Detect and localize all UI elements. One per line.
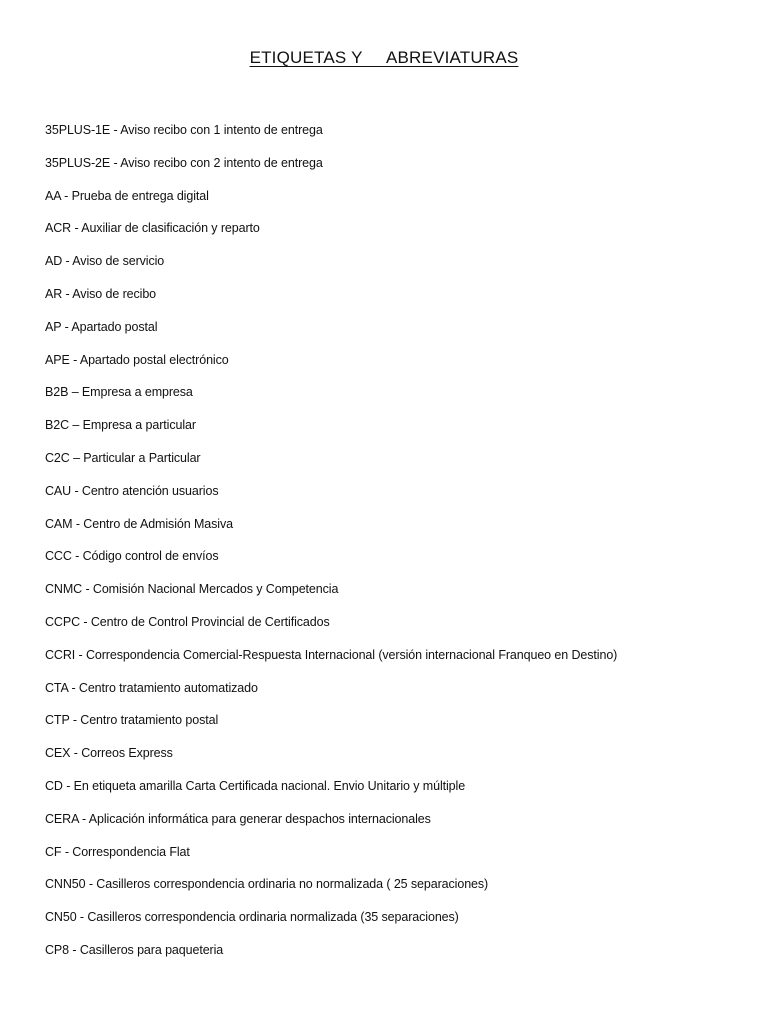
list-item: ACR - Auxiliar de clasificación y reparto [45, 221, 260, 236]
list-item: CD - En etiqueta amarilla Carta Certificada nacional. Envio Unitario y múltiple [45, 778, 466, 793]
list-item: CAU - Centro atención usuarios [45, 483, 219, 498]
list-item: CP8 - Casilleros para paqueteria [45, 942, 224, 957]
page-title: ETIQUETAS Y ABREVIATURAS [249, 48, 519, 67]
list-item: C2C – Particular a Particular [45, 450, 201, 465]
list-item: CAM - Centro de Admisión Masiva [45, 516, 233, 531]
list-item: AD - Aviso de servicio [45, 254, 165, 269]
list-item: CNN50 - Casilleros correspondencia ordinaria no normalizada ( 25 separaciones) [45, 877, 489, 892]
list-item: B2C – Empresa a particular [45, 418, 196, 433]
list-item: 35PLUS-2E - Aviso recibo con 2 intento de entrega [45, 155, 323, 170]
list-item: CN50 - Casilleros correspondencia ordinaria normalizada (35 separaciones) [45, 910, 459, 925]
list-item: CCPC - Centro de Control Provincial de Certificados [45, 614, 330, 629]
list-item: CCC - Código control de envíos [45, 549, 219, 564]
list-item: CNMC - Comisión Nacional Mercados y Competencia [45, 582, 339, 597]
list-item: AA - Prueba de entrega digital [45, 188, 209, 203]
list-item: AR - Aviso de recibo [45, 286, 157, 301]
list-item: CTA - Centro tratamiento automatizado [45, 680, 258, 695]
list-item: 35PLUS-1E - Aviso recibo con 1 intento de entrega [45, 123, 323, 137]
list-item: APE - Apartado postal electrónico [45, 352, 229, 367]
list-item: CF - Correspondencia Flat [45, 844, 190, 859]
list-item: B2B – Empresa a empresa [45, 385, 193, 400]
list-item: CCRI - Correspondencia Comercial-Respuesta Internacional (versión internacional Franqueo en Destino) [45, 647, 618, 662]
abbreviation-list [45, 118, 745, 971]
list-item: CTP - Centro tratamiento postal [45, 713, 219, 728]
list-item: CERA - Aplicación informática para generar despachos internacionales [45, 811, 431, 826]
list-item: CEX - Correos Express [45, 746, 173, 761]
list-item: AP - Apartado postal [45, 319, 158, 334]
